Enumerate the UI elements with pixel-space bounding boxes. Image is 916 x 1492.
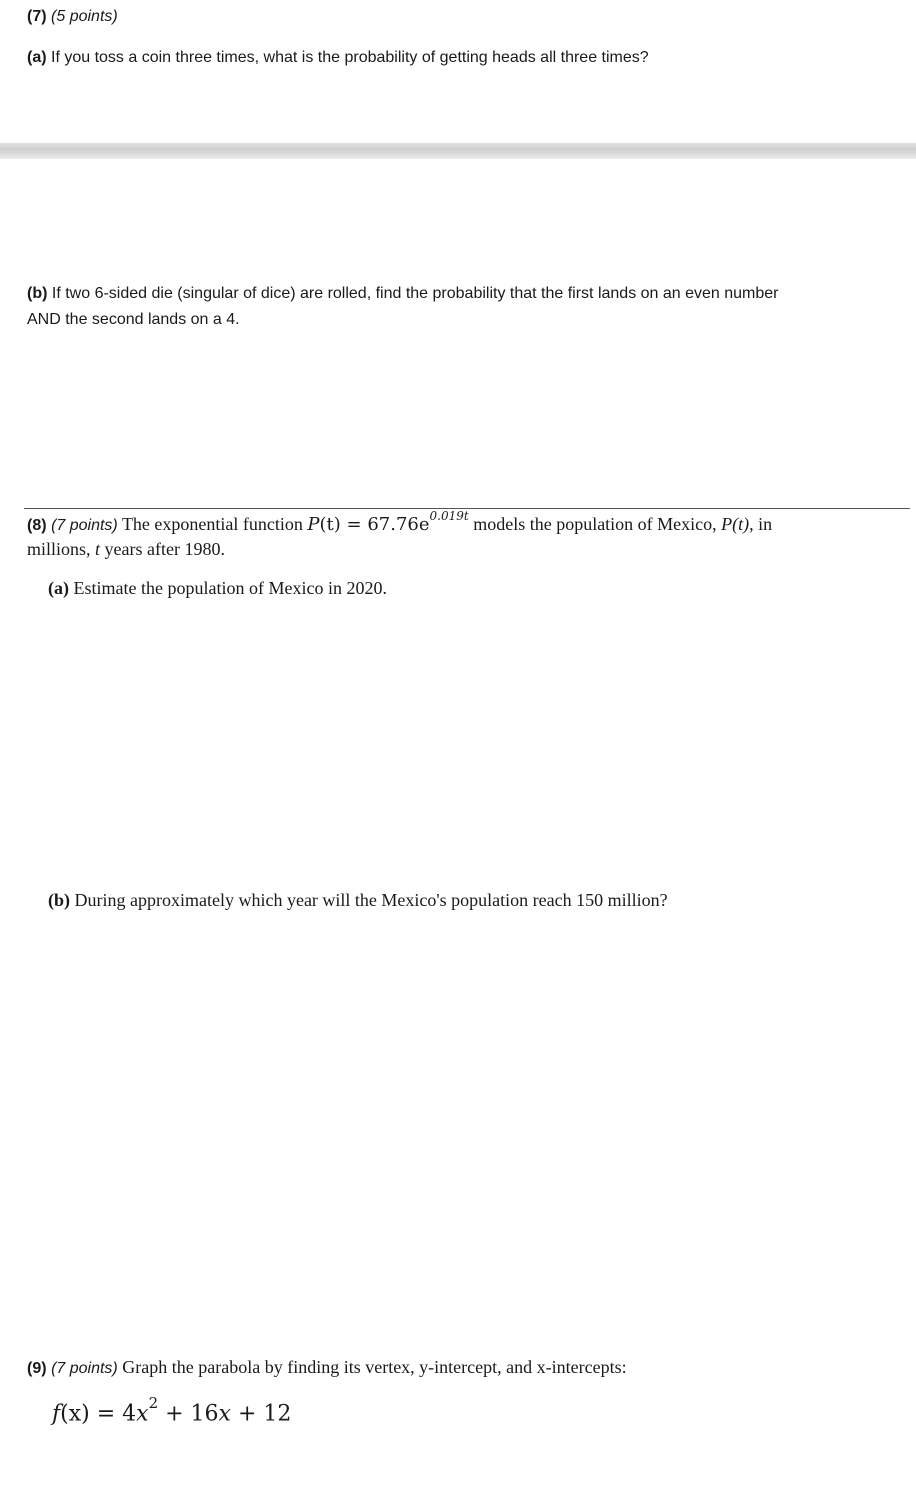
function-f: f [52,1401,61,1427]
question-7a-text: If you toss a coin three times, what is the probability of getting heads all three times? [46,49,649,66]
question-9-points: (7 points) [51,1360,118,1377]
function-arg: (x) [60,1401,90,1427]
question-8a-label: (a) [48,578,69,598]
question-8a-text: Estimate the population of Mexico in 2020. [69,578,387,598]
question-9-text: Graph the parabola by finding its vertex, y-intercept, and x-intercepts: [117,1357,627,1377]
function-x2: x [218,1401,231,1427]
question-7b-line-2: AND the second lands on a 4. [27,311,240,328]
question-8-line-2 [27,539,225,560]
question-7a [27,49,649,67]
question-7a-label: (a) [27,49,47,66]
question-8-number: (8) [27,517,47,534]
question-8a [48,578,387,599]
function-rest2: + 12 [230,1401,292,1427]
function-x1: x [136,1401,149,1427]
question-8-intro: The exponential function [117,514,308,534]
formula-base: = 67.76e [340,514,430,535]
formula-p: P [307,514,320,535]
function-eq: = 4 [89,1401,137,1427]
question-7-number: (7) [27,8,47,25]
question-8-points: (7 points) [51,517,118,534]
question-9-line [27,1357,627,1378]
question-7-header [27,8,118,26]
formula-t-arg: (t) [319,514,341,535]
question-7-points: (5 points) [51,8,118,25]
question-8b-label: (b) [48,890,70,910]
function-power: 2 [148,1394,159,1412]
function-rest1: + 16 [158,1401,219,1427]
question-8-line2-start: millions, [27,539,96,559]
question-9-number: (9) [27,1360,47,1377]
question-8-after-formula: models the population of Mexico, [468,514,722,534]
question-8-line-1 [27,509,773,535]
question-8-line1-end: in [753,514,773,534]
question-8-t-var: t [95,539,101,559]
formula-exponent: 0.019t [429,509,469,523]
question-8-pt-label: P(t), [721,514,754,534]
question-9-function [52,1394,292,1427]
page-break-gap [0,143,916,159]
question-7b-label: (b) [27,285,48,302]
question-7b-line-1 [27,285,779,303]
question-8-line2-end: years after 1980. [100,539,225,559]
question-8b [48,890,668,911]
question-7b-text-1: If two 6-sided die (singular of dice) are rolled, find the probability that the first lands on an even number [47,285,779,302]
question-8-formula [307,509,469,535]
question-8b-text: During approximately which year will the Mexico's population reach 150 million? [70,890,668,910]
